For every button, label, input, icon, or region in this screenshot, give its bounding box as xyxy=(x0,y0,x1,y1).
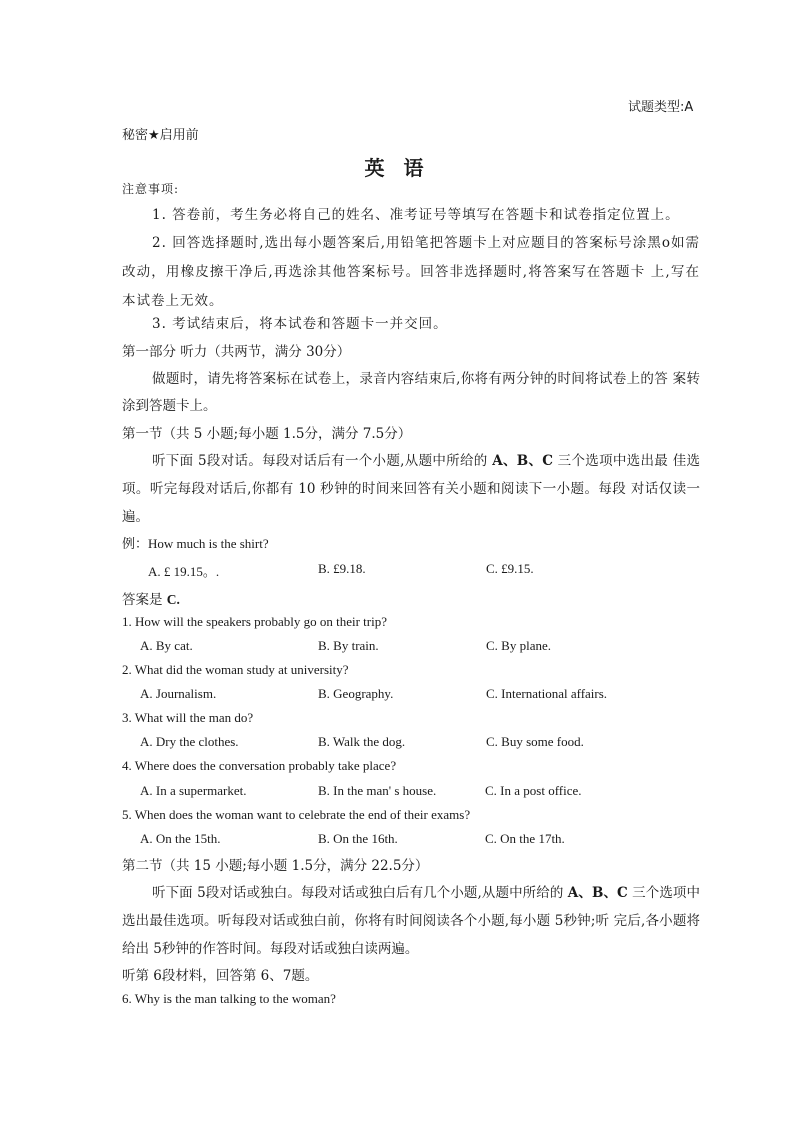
question-2: 2. What did the woman study at university? xyxy=(122,662,349,677)
notes-heading: 注意事项: xyxy=(122,182,180,196)
q4-option-a: A. In a supermarket. xyxy=(140,783,247,798)
question-1: 1. How will the speakers probably go on their trip? xyxy=(122,614,387,629)
q1-option-a: A. By cat. xyxy=(140,638,193,653)
question-3: 3. What will the man do? xyxy=(122,710,254,725)
question-4: 4. Where does the conversation probably take place? xyxy=(122,758,397,773)
example-option-c: C. £9.15. xyxy=(486,561,534,576)
material-6-heading: 听第 6段材料，回答第 6、7题。 xyxy=(122,968,319,984)
question-5: 5. When does the woman want to celebrate the end of their exams? xyxy=(122,807,471,822)
section1-intro: 听下面 5段对话。每段对话后有一个小题,从题中所给的 A、B、C 三个选项中选出最 佳选项。听完每段对话后,你都有 10 秒钟的时间来回答有关小题和阅读下一小题。每段 对话仅读一遍。 xyxy=(122,453,700,525)
q3-option-c: C. Buy some food. xyxy=(486,734,584,749)
q2-option-b: B. Geography. xyxy=(318,686,394,701)
q3-option-a: A. Dry the clothes. xyxy=(140,734,239,749)
part1-title: 第一部分 听力（共两节，满分 30分） xyxy=(122,344,351,360)
q4-option-b: B. In the man' s house. xyxy=(318,783,437,798)
example-question: 例：How much is the shirt? xyxy=(122,536,269,551)
example-option-b: B. £9.18. xyxy=(318,561,366,576)
section2-title: 第二节（共 15 小题;每小题 1.5分，满分 22.5分） xyxy=(122,858,429,874)
q2-option-a: A. Journalism. xyxy=(140,686,217,701)
part1-intro: 做题时，请先将答案标在试卷上，录音内容结束后,你将有两分钟的时间将试卷上的答 案转涂到答题卡上。 xyxy=(122,371,700,414)
example-answer: 答案是 C. xyxy=(122,592,180,608)
q2-option-c: C. International affairs. xyxy=(486,686,608,701)
q3-option-b: B. Walk the dog. xyxy=(318,734,406,749)
example-option-a: A. £ 19.15。. xyxy=(148,564,220,579)
q5-option-a: A. On the 15th. xyxy=(140,831,221,846)
notes-item-2: 2. 回答选择题时,选出每小题答案后,用铅笔把答题卡上对应题目的答案标号涂黑o如需改动，用橡皮擦干净后,再选涂其他答案标号。回答非选择题时,将答案写在答题卡 上,写在本试卷上无效。 xyxy=(122,235,700,309)
notes-item-3: 3. 考试结束后，将本试卷和答题卡一并交回。 xyxy=(152,316,448,332)
notes-item-1: 1. 答卷前，考生务必将自己的姓名、准考证号等填写在答题卡和试卷指定位置上。 xyxy=(152,207,680,223)
page-title: 英 语 xyxy=(364,156,430,180)
q5-option-b: B. On the 16th. xyxy=(318,831,398,846)
question-6: 6. Why is the man talking to the woman? xyxy=(122,991,336,1006)
q4-option-c: C. In a post office. xyxy=(485,783,582,798)
section2-intro: 听下面 5段对话或独白。每段对话或独白后有几个小题,从题中所给的 A、B、C 三个选项中选出最佳选项。听每段对话或独白前，你将有时间阅读各个小题,每小题 5秒钟;听 完后,各小题将给出 5秒钟的作答时间。每段对话或独白读两遍。 xyxy=(122,885,701,957)
section1-title: 第一节（共 5 小题;每小题 1.5分，满分 7.5分） xyxy=(122,426,412,442)
paper-type-label: 试题类型:A xyxy=(628,100,694,115)
q1-option-c: C. By plane. xyxy=(486,638,551,653)
q1-option-b: B. By train. xyxy=(318,638,379,653)
confidential-label: 秘密★启用前 xyxy=(122,128,199,143)
q5-option-c: C. On the 17th. xyxy=(485,831,565,846)
